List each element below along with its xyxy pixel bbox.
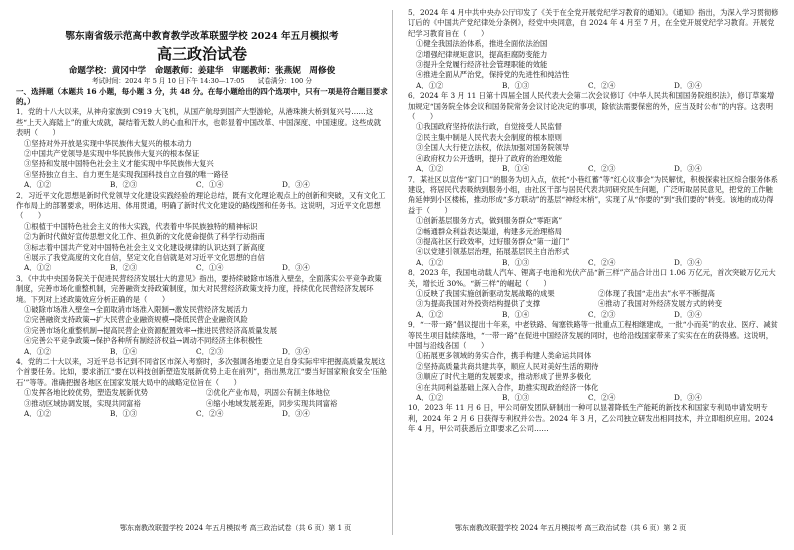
- left-column: [16, 8, 388, 420]
- option-line: ③推动区域协调发展，实现共同富裕: [24, 398, 141, 408]
- question-stem: 5．2024 年 4 月中共中央办公厅印发了《关于在全党开展党纪学习教育的通知》。《通知》指出，为深入学习贯彻修订后的《中国共产党纪律处分条例》，经党中央同意，自 2024 年 4 月至 7 月，在全党开展党纪学习教育。开展党纪学习教育旨在（ ）: [408, 8, 779, 38]
- answer-choice: C．②④: [588, 393, 616, 403]
- option-line: ④政府权力公开透明，提升了政府的治理效能: [416, 153, 562, 163]
- option-line: ③提高社区行政效率，过好服务群众“第一道门”: [416, 236, 570, 246]
- option-line: ①反映了我国实施创新驱动发展战略的成果: [416, 288, 555, 298]
- answer-choice: C．①④: [196, 263, 224, 273]
- answer-choice: D．③④: [282, 409, 310, 419]
- question-item: [16, 191, 388, 274]
- answer-choice: C．①④: [196, 180, 224, 190]
- section-heading: 一、选择题（本题共 16 小题，每小题 3 分，共 48 分。在每小题给出的四个选项中，只有一项是符合题目要求的。）: [16, 86, 388, 106]
- answer-choices: [408, 258, 780, 268]
- question-item: [16, 357, 388, 419]
- option-row: [16, 388, 388, 398]
- question-item: [408, 320, 780, 403]
- option-line: ①我国政府坚持依法行政，自觉接受人民监督: [416, 122, 562, 132]
- answer-choices: [16, 263, 388, 273]
- answer-choice: A．①②: [416, 257, 444, 267]
- exam-info: 考试时间：2024 年 5 月 10 日下午 14:30—17:05 试卷满分：100 分: [92, 77, 312, 85]
- answer-choice: A．①②: [416, 164, 444, 174]
- option-line: ②体现了我国“走出去”水平不断提高: [598, 288, 715, 298]
- option-line: ①健全我国法治体系，推进全面依法治国: [416, 39, 548, 49]
- option-row: [408, 299, 780, 309]
- answer-choice: B．①③: [502, 80, 530, 90]
- answer-choice: C．②④: [588, 80, 616, 90]
- option-line: ①拓展更多领域的务实合作，携手构建人类命运共同体: [416, 351, 592, 361]
- option-line: ①破除市场准入壁垒→全面取消市场准入限制→激发民营经济发展活力: [24, 305, 248, 315]
- right-question-list: [408, 8, 780, 435]
- option-line: ①创新基层服务方式，做到服务群众“零距离”: [416, 216, 563, 226]
- question-item: [408, 268, 780, 320]
- answer-choice: C．②③: [588, 164, 616, 174]
- option-line: ③全国人大行使立法权，依法加强对国务院领导: [416, 143, 570, 153]
- option-line: ④缩小地域发展差距，同步实现共同富裕: [206, 398, 338, 408]
- answer-choice: A．①②: [24, 409, 52, 419]
- option-line: ②为新时代做好宣传思想文化工作、担负新的文化使命提供了科学行动指南: [24, 232, 265, 242]
- question-item: [408, 175, 780, 269]
- question-stem: 10．2023 年 11 月 6 日，甲公司研发团队研制出一种可以显著降低生产能耗的新技术和国家专利局申请发明专利，2024 年 2 月 6 日获得专利权并公告。2024 年 3 月，乙公司独立研发出相同技术，并立即组织应用。2024 年 4 月，甲公司获悉后立即要求乙公司……: [408, 403, 774, 434]
- answer-choice: B．①③: [502, 257, 530, 267]
- answer-choice: D．③④: [282, 263, 310, 273]
- question-item: [408, 8, 780, 91]
- answer-choices: [408, 393, 780, 403]
- answer-choice: C．②③: [196, 346, 224, 356]
- option-line: ②畅通群众利益表达渠道，构建多元治理格局: [416, 226, 562, 236]
- answer-choice: D．③④: [282, 180, 310, 190]
- answer-choice: D．③④: [282, 346, 310, 356]
- question-stem: 2．习近平文化思想是新时代党领导文化建设实践经验的理论总结，既有文化理论观点上的创新和突破，又有文化工作布局上的部署要求，明体达用、体用贯通，明确了新时代文化建设的路线图和任务书。这说明，习近平文化思想（ ）: [16, 190, 386, 221]
- option-line: ③顺应了时代主题的发展要求，推动形成了世界多极化: [416, 372, 592, 382]
- answer-choice: B．①④: [502, 164, 530, 174]
- question-stem: 7．某社区以宣传“家门口”的服务为切入点，依托“小巷红蓄”等“红心议事会”为民解忧，积极探索社区综合服务体系建设，将居民代表吸纳到服务小组，由社区干部与居民代表共同研究民生问题，广泛听取居民意见，把党的工作触角延伸到小区楼栋，推动形成“多方联动”的基层“神经末梢”，实现了从“你要的”到“我们要的”转变。该地的成功得益于（ ）: [408, 174, 778, 215]
- answer-choice: A．①②: [24, 346, 52, 356]
- answer-choice: C．②④: [588, 257, 616, 267]
- left-question-list: [16, 107, 388, 419]
- option-line: ④坚持独立自主、自力更生是实现我国科技自立自强的唯一路径: [24, 169, 229, 179]
- option-line: ①发挥各地比较优势，塑造发展新优势: [24, 388, 149, 398]
- option-line: ④推进全面从严治党，保持党的先进性和纯洁性: [416, 70, 570, 80]
- answer-choice: B．①④: [110, 346, 138, 356]
- option-line: ④展示了我党高度的文化自信，坚定文化自信就是对习近平文化思想的自信: [24, 253, 265, 262]
- answer-choice: B．①④: [502, 309, 530, 319]
- option-line: ③为提高我国对外投资结构提供了支撑: [416, 299, 541, 309]
- exam-title: 鄂东南省级示范高中教育教学改革联盟学校 2024 年五月模拟考: [65, 31, 339, 42]
- question-stem: 9．“一带一路”倡议提出十年来，中老铁路、匈塞铁路等一批重点工程相继建成，一批“小而美”的农业、医疗、减贫等民生项目陆续落地，“一带一路”在促进中国经济发展的同时，也给沿线国家带来了实实在在的获得感。这说明，中国与沿线各国（ ）: [408, 320, 778, 350]
- answer-choice: B．②③: [110, 263, 138, 273]
- answer-choices: [16, 180, 388, 190]
- answer-choice: D．③④: [674, 164, 702, 174]
- answer-choice: D．③④: [674, 309, 702, 319]
- option-line: ①坚持对外开放是实现中华民族伟大复兴的根本动力: [24, 138, 192, 148]
- option-line: ③标志着中国共产党对中国特色社会主义文化建设规律的认识达到了新高度: [24, 242, 265, 252]
- option-row: [16, 399, 388, 409]
- question-item: [16, 274, 388, 357]
- answer-choice: D．③④: [674, 257, 702, 267]
- option-line: ④以党建引领基层治理，拓展基层民主自治形式: [416, 247, 570, 257]
- answer-choices: [408, 164, 780, 174]
- column-divider: [392, 10, 393, 535]
- answer-choice: B．①③: [502, 393, 530, 403]
- answer-choice: A．①②: [24, 263, 52, 273]
- option-line: ②中国共产党领导是实现中华民族伟大复兴的根本保证: [24, 148, 200, 158]
- option-line: ④推动了我国对外经济发展方式的转变: [598, 299, 723, 309]
- answer-choice: A．①②: [24, 180, 52, 190]
- answer-choice: A．①②: [416, 309, 444, 319]
- footer-left: 鄂东南教改联盟学校 2024 年五月模拟考 高三政治试卷（共 6 页）第 1 页: [120, 524, 352, 532]
- option-line: ①根植于中国特色社会主义的伟大实践，代表着中华民族独特的精神标识: [24, 221, 258, 231]
- question-item: [408, 91, 780, 174]
- option-line: ②优化产业布局，巩固公有制主体地位: [206, 388, 331, 398]
- authors-line: 命题学校：黄冈中学 命题教师：姜建华 审题教师：张燕妮 周修俊: [68, 66, 336, 76]
- answer-choices: [16, 409, 388, 419]
- option-line: ③坚持和发展中国特色社会主义才能实现中华民族伟大复兴: [24, 159, 214, 169]
- answer-choice: B．①③: [110, 409, 138, 419]
- option-line: ②民主集中制是人民代表大会制度的根本原则: [416, 132, 562, 142]
- answer-choice: C．②③: [588, 309, 616, 319]
- answer-choice: C．②④: [196, 409, 224, 419]
- answer-choices: [408, 310, 780, 320]
- option-line: ④完善公平竞争政策→保护各种所有制经济权益→调动不同经济主体积极性: [24, 336, 263, 346]
- answer-choice: A．①②: [416, 393, 444, 403]
- right-column: [408, 8, 780, 435]
- question-stem: 4．党的二十大以来，习近平总书记到不同省区市深入考察时，多次强调各地要立足自身实际牢牢把握高质量发展这个首要任务。比如，要求浙江“要在以科技创新塑造发展新优势上走在前列”，指出黑龙江“要当好国家粮食安全‘压舱石’”等等。准确把握各地区在国家发展大局中的战略定位旨在（ ）: [16, 357, 388, 387]
- option-line: ④在共同利益基础上深入合作，助推实现政治经济一体化: [416, 382, 599, 392]
- subject-title: 高三政治试卷: [156, 45, 247, 63]
- option-row: [408, 289, 780, 299]
- question-item: [16, 107, 388, 190]
- option-line: ②完善融资支持政策→扩大民营企业融资规模→降低民营企业融资风险: [24, 315, 248, 325]
- answer-choices: [16, 347, 388, 357]
- option-line: ②增强纪律规矩意识，提高拒腐防变能力: [416, 49, 548, 59]
- option-line: ③提升全党履行经济社会管理职能的效能: [416, 60, 548, 70]
- footer-right: 鄂东南教改联盟学校 2024 年五月模拟考 高三政治试卷（共 6 页）第 2 页: [455, 524, 687, 532]
- question-stem: 3．《中共中央国务院关于促进民营经济发展壮大的意见》指出，要持续破除市场准入壁垒，全面落实公平竞争政策制度，完善市场化重整机制，完善融资支持政策制度，加大对民营经济政策支持力度，持续优化民营经济发展环境。下列对上述政策效应分析正确的是（ ）: [16, 273, 382, 304]
- answer-choice: D．③④: [674, 393, 702, 403]
- answer-choice: D．③④: [674, 80, 702, 90]
- question-stem: 8．2023 年，我国电动载人汽车、锂离子电池和光伏产品“新三样”产品合计出口 1.06 万亿元，首次突破万亿元大关，增长近 30%。“新三样”的崛起（ ）: [408, 268, 776, 288]
- answer-choice: B．②③: [110, 180, 138, 190]
- question-stem: 1．党的十八大以来，从神舟家族到 C919 大飞机，从国产航母到国产大型游轮，从港珠澳大桥到复兴号……这些“上天入海陆上”的重大成就，凝结着无数人的心血和汗水，也彰显着中国改革、中国深度、中国速度。这些成就表明（ ）: [16, 107, 382, 138]
- answer-choices: [408, 81, 780, 91]
- option-line: ②坚持高质量共商共建共享，顺应人民对美好生活的期待: [416, 361, 599, 371]
- answer-choice: A．①②: [416, 80, 444, 90]
- question-item: [408, 403, 780, 434]
- question-stem: 6．2024 年 3 月 11 日第十四届全国人民代表大会第二次会议修订《中华人民共和国国务院组织法》，修订草案增加规定“国务院全体会议和国务院常务会议讨论决定的事项，除依法需要保密的外，应当及时公布”的内容。这表明（ ）: [408, 91, 775, 122]
- option-line: ③完善市场化重整机制→提高民营企业资源配置效率→推进民营经济高质量发展: [24, 325, 278, 335]
